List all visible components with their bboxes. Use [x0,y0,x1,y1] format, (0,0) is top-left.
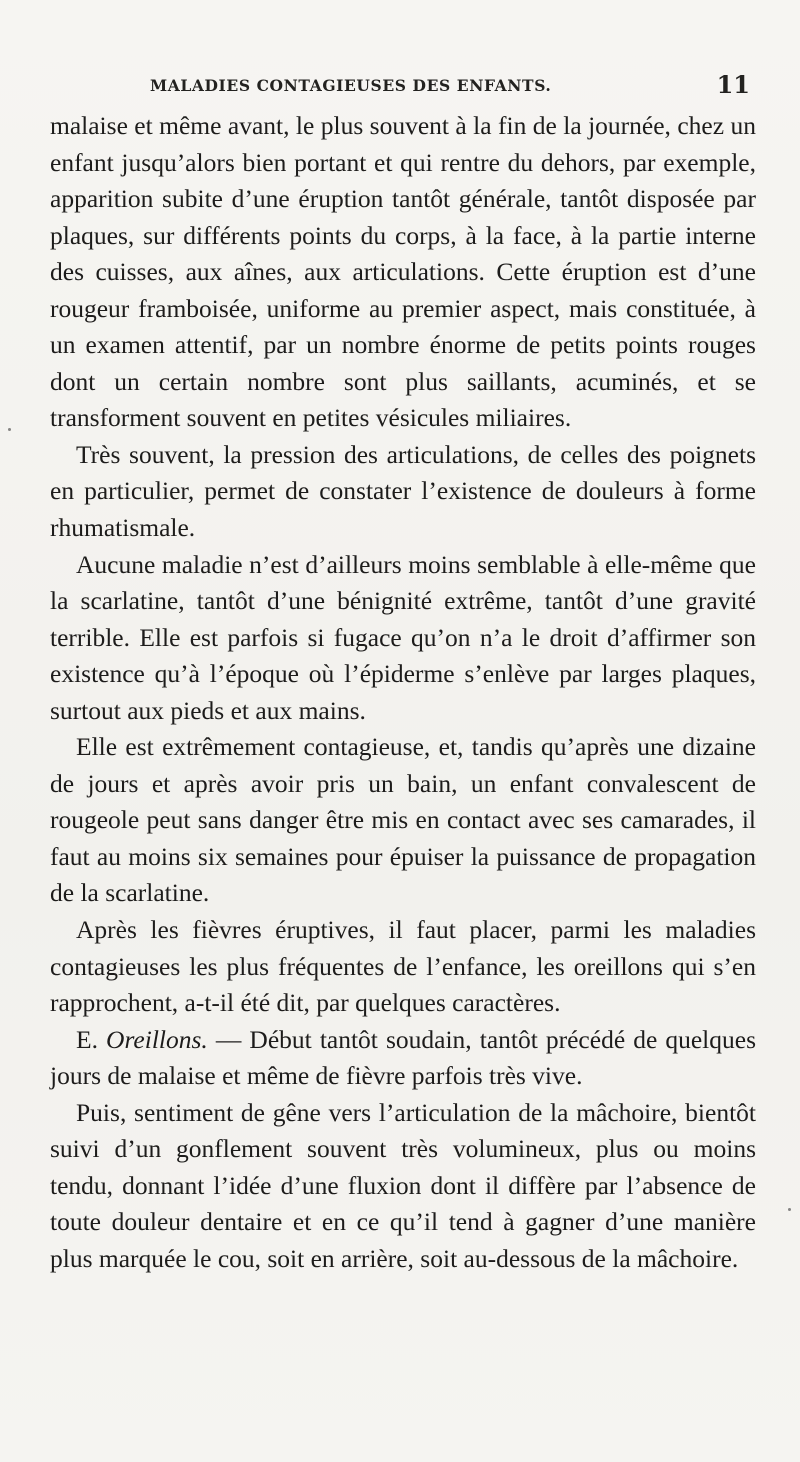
section-paragraph [50,1022,756,1095]
section-text: — Début tantôt soudain, tantôt précédé de quelques jours de malaise et même de fièvre parfois très vive. [50,1024,756,1091]
paragraph: malaise et même avant, le plus souvent à la fin de la journée, chez un enfant jusqu’alors bien portant et qui rentre du dehors, par exemple, apparition subite d’une éruption tantôt générale, tantôt disposée par plaques, sur différents points du corps, à la face, à la partie interne des cuisses, aux aînes, aux articulations. Cette éruption est d’une rougeur framboisée, uniforme au premier aspect, mais constituée, à un examen attentif, par un nombre énorme de petits points rouges dont un certain nombre sont plus saillants, acuminés, et se transforment souvent en petites vésicules miliaires. [50,111,756,433]
paragraph: Puis, sentiment de gêne vers l’articulation de la mâchoire, bientôt suivi d’un gonflement souvent très volumineux, plus ou moins tendu, donnant l’idée d’une fluxion dont il diffère par l’absence de toute douleur dentaire et en ce qu’il tend à gagner d’une manière plus marquée le cou, soit en arrière, soit au-dessous de la mâchoire. [50,1097,756,1273]
paragraph: Très souvent, la pression des articulations, de celles des poignets en particulier, permet de constater l’existence de douleurs à forme rhumatismale. [50,439,756,543]
running-head [150,70,750,100]
page-number: 11 [716,70,750,99]
paragraph: Après les fièvres éruptives, il faut placer, parmi les maladies contagieuses les plus fréquentes de l’enfance, les oreillons qui s’en rapprochent, a-t-il été dit, par quelques caractères. [50,915,756,1018]
paragraph: Aucune maladie n’est d’ailleurs moins semblable à elle-même que la scarlatine, tantôt d’une bénignité extrême, tantôt d’une gravité terrible. Elle est parfois si fugace qu’on n’a le droit d’affirmer son existence qu’à l’époque où l’épiderme s’enlève par larges plaques, surtout aux pieds et aux mains. [50,549,756,725]
section-letter: E. [76,1024,98,1054]
print-speck [8,428,11,431]
body-text [50,108,756,1278]
section-title: Oreillons. [106,1024,208,1054]
print-speck [788,1208,791,1211]
running-title: MALADIES CONTAGIEUSES DES ENFANTS. [150,76,552,95]
paragraph: Elle est extrêmement contagieuse, et, tandis qu’après une dizaine de jours et après avoir pris un bain, un enfant convalescent de rougeole peut sans danger être mis en contact avec ses camarades, il faut au moins six semaines pour épuiser la puissance de propagation de la scarlatine. [50,732,756,908]
